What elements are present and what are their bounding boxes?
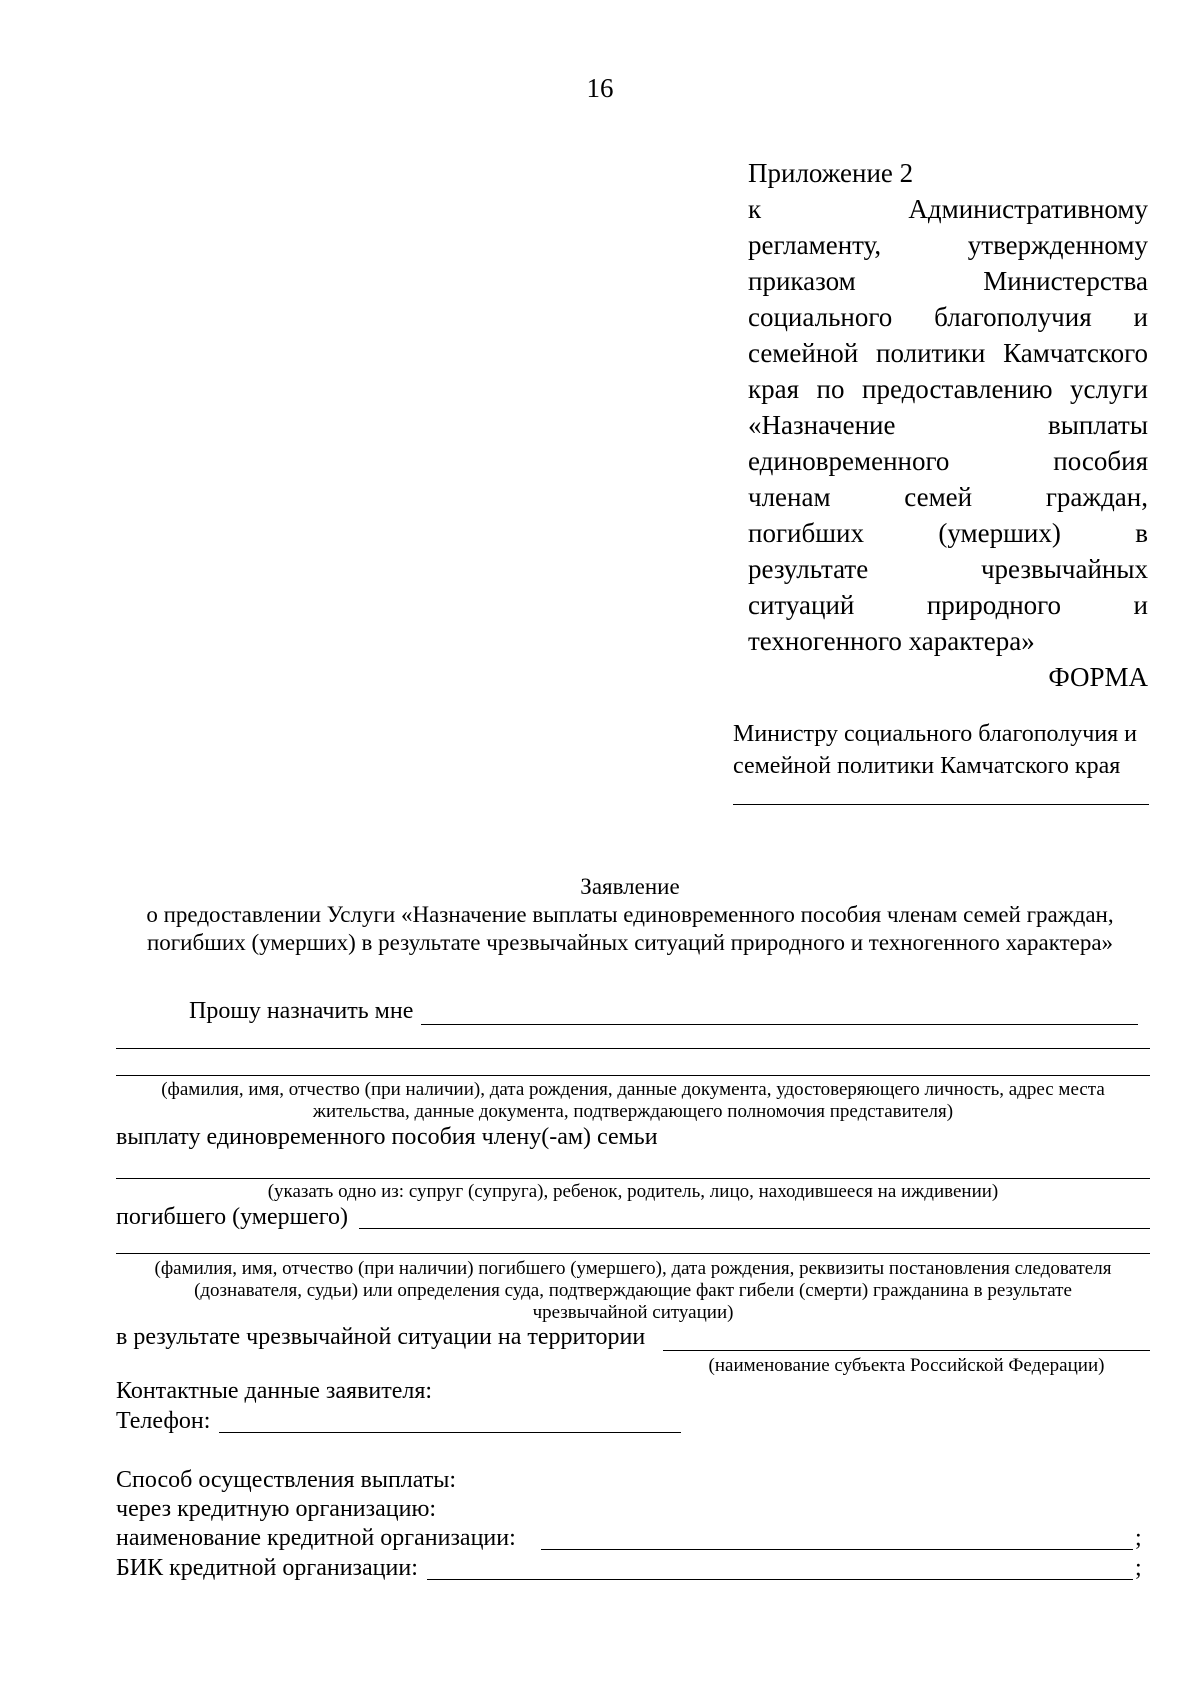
bank-name-semicolon: ; [1135,1525,1142,1551]
deceased-label: погибшего (умершего) [116,1204,349,1230]
phone-field-line[interactable] [219,1432,681,1433]
applicant-caption-line-2: жительства, данные документа, подтверждающего полномочия представителя) [312,1101,954,1122]
appendix-line: социального благополучия и [748,302,1148,332]
deceased-field-line-2[interactable] [116,1253,1150,1254]
appendix-block [748,155,1148,695]
appendix-line: регламенту, утвержденному [748,230,1148,260]
statement-heading [90,873,1170,957]
appendix-line: к Административному [748,194,1148,224]
statement-subtitle-line-2: погибших (умерших) в результате чрезвычайных ситуаций природного и техногенного характера» [146,930,1114,955]
relation-field-line[interactable] [116,1178,1150,1179]
appendix-line: «Назначение выплаты [748,410,1148,440]
relation-caption: (указать одно из: супруг (супруга), ребенок, родитель, лицо, находившееся на иждивении) [267,1181,999,1202]
addressee-line-2: семейной политики Камчатского края [733,753,1121,779]
bik-label: БИК кредитной организации: [116,1555,418,1581]
request-label: Прошу назначить мне [189,998,414,1024]
territory-label: в результате чрезвычайной ситуации на территории [116,1324,646,1350]
appendix-line: края по предоставлению услуги [748,374,1148,404]
deceased-caption [116,1258,1150,1324]
territory-field-line[interactable] [663,1350,1150,1351]
appendix-line-last: техногенного характера» [748,626,1035,656]
request-field-line[interactable] [421,1024,1138,1025]
phone-label: Телефон: [116,1408,211,1434]
appendix-line: погибших (умерших) в [748,518,1148,548]
applicant-field-line-2[interactable] [116,1075,1150,1076]
appendix-line: приказом Министерства [748,266,1148,296]
payment-method-label: Способ осуществления выплаты: [116,1467,457,1493]
via-bank-label: через кредитную организацию: [116,1496,437,1522]
addressee-block [733,718,1153,782]
contacts-label: Контактные данные заявителя: [116,1378,433,1404]
deceased-caption-line-1: (фамилия, имя, отчество (при наличии) погибшего (умершего), дата рождения, реквизиты постановления следователя [154,1258,1112,1279]
statement-title: Заявление [580,874,680,899]
appendix-title: Приложение 2 [748,158,914,188]
applicant-caption-line-1: (фамилия, имя, отчество (при наличии), дата рождения, данные документа, удостоверяющего личность, адрес места [161,1079,1105,1100]
appendix-line: единовременного пособия [748,446,1148,476]
form-label: ФОРМА [1048,662,1148,692]
addressee-line-1: Министру социального благополучия и [733,721,1137,747]
payment-label: выплату единовременного пособия члену(-ам) семьи [116,1124,658,1150]
bik-semicolon: ; [1135,1555,1142,1581]
applicant-caption [116,1079,1150,1123]
deceased-caption-line-2: (дознавателя, судьи) или определения суда, подтверждающие факт гибели (смерти) гражданина в результате [194,1280,1072,1301]
page-number: 16 [586,73,614,103]
appendix-line: семейной политики Камчатского [748,338,1148,368]
appendix-line: членам семей граждан, [748,482,1148,512]
statement-subtitle-line-1: о предоставлении Услуги «Назначение выплаты единовременного пособия членам семей граждан, [146,902,1114,927]
appendix-line: ситуаций природного и [748,590,1148,620]
appendix-line: результате чрезвычайных [748,554,1148,584]
applicant-field-line-1[interactable] [116,1048,1150,1049]
territory-caption: (наименование субъекта Российской Федерации) [708,1355,1105,1376]
addressee-blank-line[interactable] [733,804,1149,805]
bank-name-label: наименование кредитной организации: [116,1525,516,1551]
deceased-caption-line-3: чрезвычайной ситуации) [532,1302,734,1323]
bik-field-line[interactable] [427,1579,1133,1580]
bank-name-field-line[interactable] [541,1549,1133,1550]
deceased-field-line[interactable] [359,1228,1150,1229]
